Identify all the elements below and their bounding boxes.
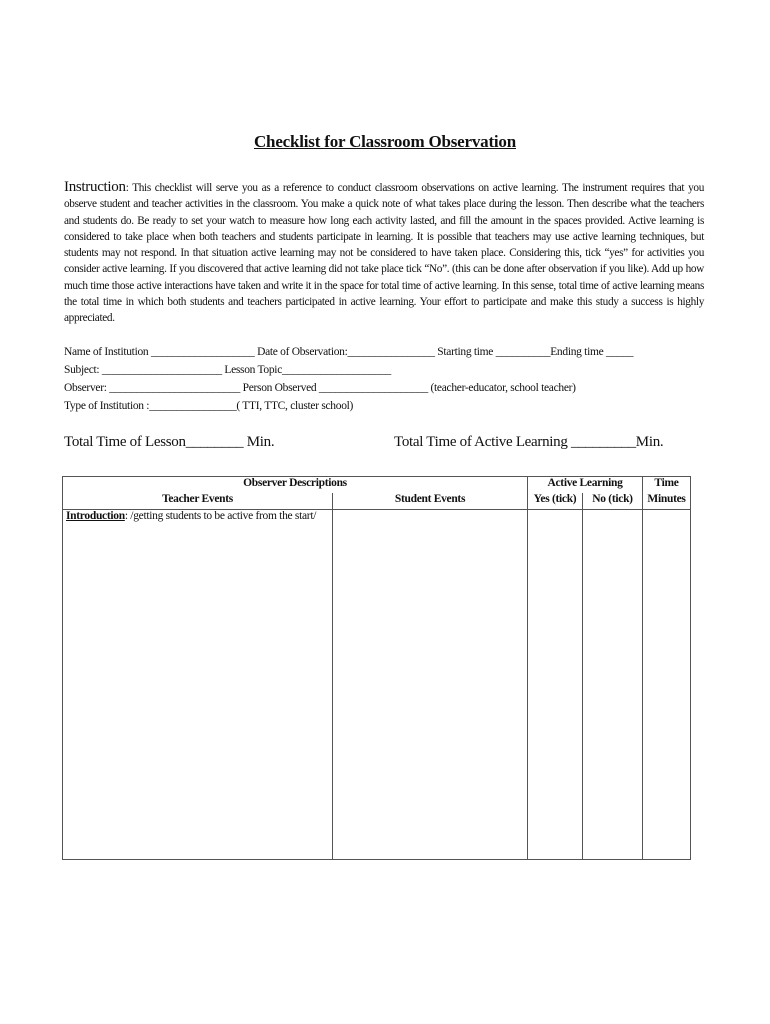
observation-info	[64, 343, 704, 415]
subject-topic-line[interactable]: Subject: ______________________ Lesson Topic____________________	[64, 364, 392, 376]
no-tick-header: No (tick)	[583, 493, 643, 510]
yes-tick-cell[interactable]	[528, 510, 583, 860]
student-events-header: Student Events	[333, 493, 528, 510]
observer-person-line[interactable]: Observer: ________________________ Person Observed ____________________ (teacher-educator, school teacher)	[64, 382, 576, 394]
student-events-cell[interactable]	[333, 510, 528, 860]
observation-table	[62, 476, 691, 860]
time-header: Time	[643, 477, 691, 494]
institution-date-time-line[interactable]: Name of Institution ___________________ Date of Observation:________________ Starting time __________Ending time _____	[64, 346, 634, 358]
introduction-label: Introduction	[66, 510, 125, 522]
instruction-lead: Instruction	[64, 179, 126, 195]
minutes-header: Minutes	[643, 493, 691, 510]
teacher-events-cell[interactable]	[63, 510, 333, 860]
institution-type-line[interactable]: Type of Institution :________________( TTI, TTC, cluster school)	[64, 400, 354, 412]
teacher-events-header: Teacher Events	[63, 493, 333, 510]
no-tick-cell[interactable]	[583, 510, 643, 860]
page-title: Checklist for Classroom Observation	[253, 132, 516, 151]
active-learning-header: Active Learning	[528, 477, 643, 494]
instruction-text: : This checklist will serve you as a reference to conduct classroom observations on active learning. The instrument requires that you observe student and teacher activities in the classroom. You make a quick note of what takes place during the lesson. Then describe what the teachers and students do. Be ready to set your watch to measure how long each activity lasted, and fill the amount in the spaces provided. Active learning is considered to take place when both teachers and students participate in learning. It is possible that teachers may use active learning techniques, but students may not respond. In that situation active learning may not be considered to have taken place. Considering this, tick “yes” for activities you consider active learning. If you discovered that active learning did not take place tick “No”. (this can be done after observation if you like). Add up how much time those active interactions have taken and write it in the space for total time of active learning. In this sense, total time of active learning means the total time in which both students and teachers participated in active learning. Your effort to participate and make this study a success is highly appreciated.	[64, 182, 704, 325]
introduction-text: : /getting students to be active from the start/	[124, 510, 317, 522]
instruction-paragraph	[64, 179, 704, 327]
observer-descriptions-header: Observer Descriptions	[63, 477, 528, 494]
total-active-learning-time[interactable]: Total Time of Active Learning _________Min.	[394, 434, 664, 450]
yes-tick-header: Yes (tick)	[528, 493, 583, 510]
minutes-cell[interactable]	[643, 510, 691, 860]
total-lesson-time[interactable]: Total Time of Lesson________ Min.	[64, 434, 275, 450]
